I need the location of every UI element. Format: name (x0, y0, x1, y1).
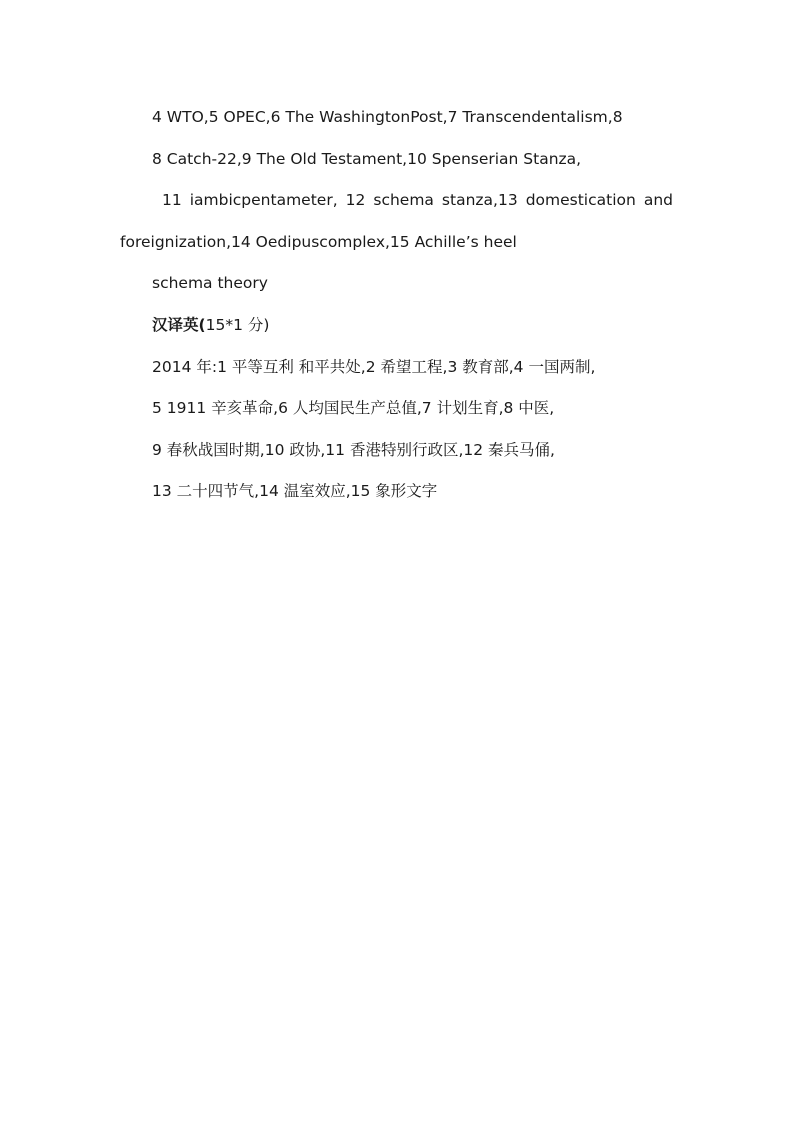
item-line-3: 9 春秋战国时期,10 政协,11 香港特别行政区,12 秦兵马俑, (152, 441, 555, 459)
text-line-4: foreignization,14 Oedipuscomplex,15 Achille’s heel (120, 233, 517, 251)
text-line-1: 4 WTO,5 OPEC,6 The WashingtonPost,7 Transcendentalism,8 (152, 108, 623, 126)
item-line-2: 5 1911 辛亥革命,6 人均国民生产总值,7 计划生育,8 中医, (152, 399, 555, 417)
section-heading (152, 315, 269, 335)
text-line-2: 8 Catch-22,9 The Old Testament,10 Spenserian Stanza, (152, 150, 582, 168)
section-heading-title: 汉译英( (152, 316, 206, 334)
item-line-4: 13 二十四节气,14 温室效应,15 象形文字 (152, 482, 438, 500)
text-line-5: schema theory (152, 274, 268, 292)
item-line-1: 2014 年:1 平等互利 和平共处,2 希望工程,3 教育部,4 一国两制, (152, 358, 596, 376)
section-heading-score: 15*1 分) (205, 316, 270, 334)
text-line-3: 11 iambicpentameter, 12 schema stanza,13 domestication and (162, 191, 673, 209)
